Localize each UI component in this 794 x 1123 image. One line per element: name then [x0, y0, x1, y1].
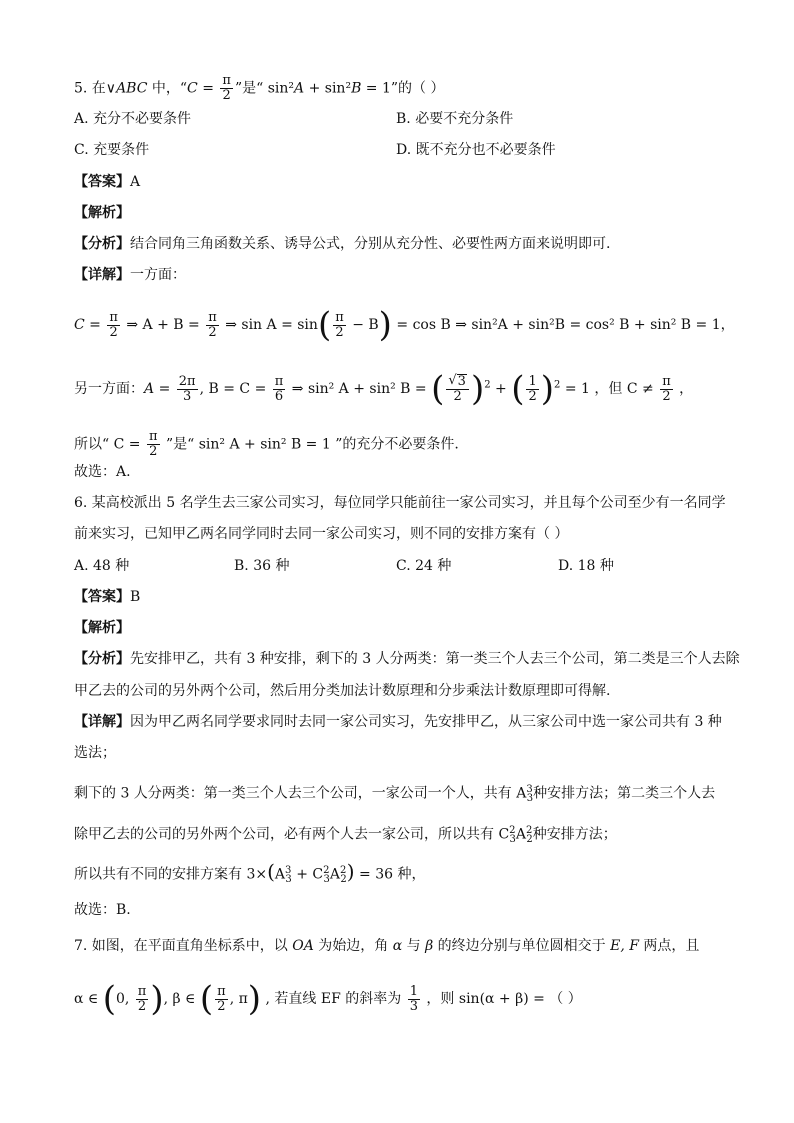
q5-var-b: B — [351, 80, 362, 97]
superscript: 3 — [526, 784, 533, 795]
q5-stem-text: 5. 在∨ — [74, 80, 117, 97]
paren-right: ) — [540, 369, 555, 409]
paren-right: ) — [470, 369, 485, 409]
fenxi-label: 【分析】 — [74, 236, 130, 252]
detail-text: 剩下的 3 人分两类：第一类三个人去三个公司，一家公司一个人，共有 A — [74, 785, 527, 802]
frac-num: π — [148, 429, 158, 444]
q6-fenxi — [74, 650, 754, 668]
analysis-label: 【解析】 — [74, 205, 130, 221]
detail-text: 种安排方法； — [532, 826, 617, 843]
q5-fenxi — [74, 235, 754, 253]
frac-num: π — [208, 309, 217, 325]
eq-frac — [526, 375, 538, 404]
subscript: 3 — [509, 834, 516, 846]
frac-num: 1 — [409, 983, 418, 999]
frac-den: 2 — [528, 388, 537, 404]
paren-right: ) — [247, 979, 262, 1019]
q7-stem-line2 — [74, 979, 754, 1019]
q7-text: 的终边分别与单位圆相交于 — [433, 938, 611, 954]
q7-frac — [408, 985, 420, 1014]
q6-stem-line2: 前来实习，已知甲乙两名同学同时去同一家公司实习，则不同的安排方案有（ ） — [74, 526, 569, 542]
frac-num: π — [217, 983, 226, 999]
detail-text: 因为甲乙两名同学要求同时去同一家公司实习，先安排甲乙，从三家公司中选一家公司共有 3 种 — [130, 714, 722, 730]
q6-answer — [74, 588, 754, 606]
subscript: 3 — [323, 874, 330, 886]
detail-text: 除甲乙去的公司的另外两个公司，必有两个人去一家公司，所以共有 C — [74, 826, 510, 843]
eq-frac — [333, 311, 346, 340]
frac-num: π — [274, 373, 284, 389]
q7-text: 0, — [115, 991, 134, 1007]
subscript: 2 — [526, 834, 533, 846]
q6-analysis — [74, 619, 754, 637]
q5-eq2: 另一方面：A = $\frac{2\pi}{3}$ , B = C = $\frac{\pi}{6}$ ⇒ sin² A + sin² B = ( √ 3 2 )$^2$ + ( $\frac{1}{2}$ )$^2$ = 1 ，但 C ≠ $\frac{\pi}{2}$ ， — [74, 369, 694, 409]
q6-fenxi-line2: 甲乙去的公司的另外两个公司，然后用分类加法计数原理和分步乘法计数原理即可得解. — [74, 683, 611, 699]
q6-detail-line3 — [74, 781, 754, 808]
superscript: 3 — [285, 865, 292, 876]
q5-option-b[interactable]: B. 必要不充分条件 — [396, 111, 514, 127]
eq-part: = 1 ，但 C ≠ — [560, 381, 659, 397]
frac-den: 2 — [453, 389, 462, 404]
detail-text: A — [329, 866, 340, 883]
q6-detail-line2: 选法； — [74, 745, 116, 761]
q7-text: OA — [292, 938, 314, 954]
eq-frac — [446, 374, 469, 404]
q7-text: 7. 如图，在平面直角坐标系中，以 — [74, 938, 293, 954]
superscript: 2 — [340, 865, 347, 876]
paren-right: ) — [378, 305, 392, 345]
answer-label: 【答案】 — [74, 174, 130, 190]
detail-text: A — [274, 866, 286, 883]
eq-part: ⇒ sin A = sin — [220, 317, 318, 333]
subscript: 3 — [285, 874, 292, 886]
frac-den: 2 — [217, 998, 226, 1014]
sqrt: √ 3 — [448, 373, 466, 389]
q6-detail-line5 — [74, 859, 754, 889]
exponent: 2 — [554, 379, 561, 391]
q5-eq1 — [74, 305, 754, 345]
q5-option-c[interactable]: C. 充要条件 — [74, 142, 150, 158]
q7-text: E, F — [610, 938, 639, 954]
frac-num: π — [222, 73, 231, 88]
paren-left: ( — [102, 979, 116, 1019]
frac-num: π — [335, 309, 344, 325]
eq-frac — [177, 375, 198, 404]
q5-triangle: ABC — [116, 80, 148, 97]
detail-text: A — [515, 826, 527, 843]
sqrt-radicand: 3 — [457, 374, 466, 389]
frac-num: 1 — [528, 373, 537, 389]
frac-den: 3 — [183, 388, 192, 404]
eq-frac — [273, 375, 286, 404]
frac-den: 6 — [274, 388, 284, 404]
q5-answer — [74, 173, 754, 191]
superscript: 2 — [509, 825, 516, 836]
q5-conclusion: 故选：A. — [74, 464, 131, 480]
eq-part: C — [74, 317, 85, 333]
detail-label: 【详解】 — [74, 267, 130, 283]
q7-text: 两点，且 — [638, 938, 700, 954]
detail-text: + C — [291, 866, 324, 883]
frac-den: 2 — [208, 324, 217, 340]
q5-stem-text: = 1”的（ ） — [361, 80, 445, 97]
q5-var-c: C — [187, 80, 198, 97]
q6-detail — [74, 713, 754, 731]
frac-den: 2 — [335, 324, 344, 340]
paren-left: ( — [317, 305, 332, 345]
eq-part: ⇒ sin² A + sin² B = — [287, 381, 432, 397]
subscript: 3 — [526, 793, 534, 805]
frac-num — [446, 374, 469, 390]
q5-stem-text: 中，“ — [147, 80, 188, 97]
eq-part: = — [154, 381, 175, 397]
paren-left: ( — [511, 369, 525, 409]
q7-frac — [215, 985, 228, 1014]
frac-num: π — [109, 309, 118, 325]
q5-frac — [220, 74, 233, 103]
paren-right: ) — [346, 859, 355, 884]
frac-den: 2 — [149, 444, 158, 459]
exponent: 2 — [484, 379, 491, 391]
paren-left: ( — [431, 369, 445, 409]
q5-var-a: A — [294, 80, 305, 97]
q5-stem-text: ”是“ sin² — [234, 80, 295, 97]
q5-stem-text: + sin² — [304, 80, 352, 97]
q7-text: , π — [229, 991, 248, 1007]
q7-text: α ∈ — [74, 991, 103, 1007]
eq-part: = cos B ⇒ sin²A + sin²B = cos² B + sin² B = 1， — [391, 317, 735, 333]
q6-stem-line1: 6. 某高校派出 5 名学生去三家公司实习，每位同学只能前往一家公司实习，并且每个公司至少有一名同学 — [74, 495, 726, 511]
eq-frac — [147, 430, 160, 459]
eq-part: ， — [674, 381, 694, 397]
answer-value: A — [130, 174, 141, 190]
eq-frac — [206, 311, 219, 340]
q7-text: ，则 sin(α + β) = （ ） — [421, 991, 582, 1007]
q7-text: 为始边，角 — [313, 938, 393, 954]
fenxi-text: 结合同角三角函数关系、诱导公式，分别从充分性、必要性两方面来说明即可. — [130, 236, 611, 252]
subscript: 2 — [340, 874, 347, 886]
eq-part: , B = C = — [199, 381, 271, 397]
eq-part: ”是“ sin² A + sin² B = 1 ”的充分不必要条件. — [161, 436, 459, 453]
q5-option-d[interactable]: D. 既不充分也不必要条件 — [396, 142, 556, 158]
frac-num: π — [137, 983, 147, 999]
eq-frac — [107, 311, 120, 340]
q7-text: , 若直线 EF 的斜率为 — [261, 991, 406, 1007]
detail-text: 所以共有不同的安排方案有 3× — [74, 866, 268, 883]
superscript: 2 — [323, 865, 330, 876]
superscript: 2 — [526, 825, 533, 836]
q7-stem — [74, 937, 754, 955]
frac-den: 2 — [662, 388, 671, 404]
detail-text: 一方面： — [130, 267, 186, 283]
frac-num: π — [662, 373, 671, 389]
q6-option-d[interactable]: D. 18 种 — [558, 558, 614, 574]
frac-den: 2 — [137, 998, 147, 1014]
eq-part: − B — [347, 317, 379, 333]
eq-part: = — [84, 317, 106, 333]
analysis-label: 【解析】 — [74, 620, 130, 636]
paren-left: ( — [199, 979, 214, 1019]
frac-den: 2 — [109, 324, 118, 340]
q7-text: 与 — [402, 938, 426, 954]
q6-conclusion: 故选：B. — [74, 902, 131, 918]
paren-left: ( — [267, 859, 275, 884]
eq-part: 另一方面： — [74, 381, 144, 397]
frac-den: 2 — [222, 88, 231, 103]
paren-right: ) — [150, 979, 164, 1019]
fenxi-text: 先安排甲乙，共有 3 种安排，剩下的 3 人分两类：第一类三个人去三个公司，第二类是三个人去除 — [130, 651, 740, 667]
q5-eq: = — [197, 80, 219, 97]
frac-den: 3 — [409, 998, 418, 1014]
q6-option-a[interactable]: A. 48 种 — [74, 558, 130, 574]
q7-text: α — [392, 938, 403, 954]
detail-text: = 36 种， — [354, 866, 426, 883]
eq-part: 所以“ C = — [74, 436, 145, 453]
detail-text: 种安排方法；第二类三个人去 — [533, 785, 716, 802]
q5-eq3 — [74, 430, 754, 459]
eq-frac — [660, 375, 673, 404]
frac-num: 2π — [178, 373, 196, 389]
q5-analysis — [74, 204, 754, 222]
q6-option-b[interactable]: B. 36 种 — [234, 558, 290, 574]
q7-text: β — [425, 938, 434, 954]
q6-detail-line4 — [74, 822, 754, 849]
answer-value: B — [130, 589, 141, 605]
q7-frac — [136, 985, 149, 1014]
q5-detail — [74, 266, 754, 284]
q5-option-a[interactable]: A. 充分不必要条件 — [74, 111, 192, 127]
q6-option-c[interactable]: C. 24 种 — [396, 558, 452, 574]
q7-text: , β ∈ — [163, 991, 200, 1007]
eq-part: A — [144, 381, 155, 397]
fenxi-label: 【分析】 — [74, 651, 130, 667]
q5-stem — [74, 74, 754, 103]
answer-label: 【答案】 — [74, 589, 130, 605]
detail-label: 【详解】 — [74, 714, 130, 730]
eq-part: ⇒ A + B = — [121, 317, 205, 333]
